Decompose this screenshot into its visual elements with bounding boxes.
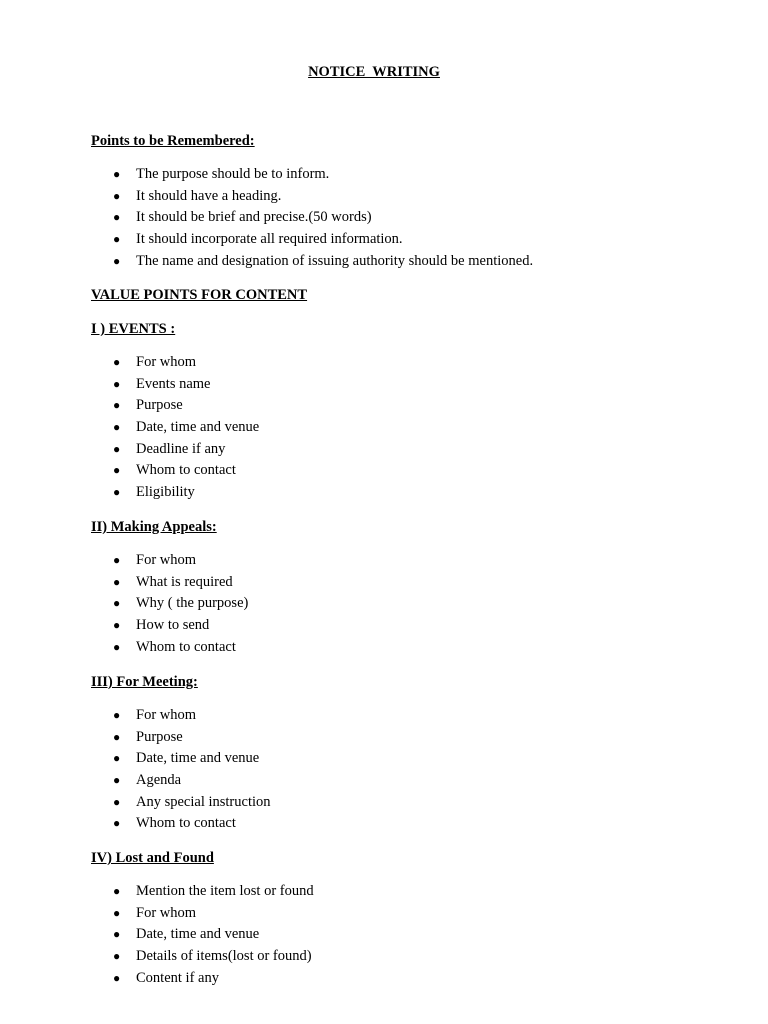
- bullet-icon: ●: [113, 553, 121, 567]
- bullet-icon: ●: [113, 188, 121, 203]
- bullet-icon: ●: [113, 355, 121, 369]
- bullet-icon: ●: [113, 253, 121, 268]
- bullet-icon: ●: [113, 729, 121, 744]
- bullet-icon: ●: [113, 905, 121, 920]
- meeting-heading: III) For Meeting:: [91, 674, 198, 690]
- bullet-icon: ●: [113, 949, 121, 964]
- bullet-icon: ●: [113, 884, 121, 898]
- document-page: NOTICE WRITING Points to be Remembered: ● The purpose should be to inform. ● It should have a heading. ● It should be brief and precise.(50 words) ● It should incorporate all required information. ● The name and designation of issuing authority should be mentioned. VALUE POINTS FOR CONTENT I ) EVENTS : ● For whom ● Events name ● Purpose ● Date, time and venue ● Deadline if any ● Whom to contact ● Eligibility II) Making Appeals: ● For whom ● What is required ● Why ( the purpose) ● How to send ● Whom to contact III) For Meeting: ● For whom ● Purpose ● Date, time and venue ● Agenda ● Any special instruction ● Whom to contact IV) Lost and Found ● Mention the item lost or found ● For whom ● Date, time and venue ● Details of items(lost or found) ● Content if any: [0, 0, 768, 1024]
- bullet-icon: ●: [113, 708, 121, 722]
- bullet-icon: ●: [113, 927, 121, 942]
- bullet-icon: ●: [113, 794, 121, 809]
- lost-found-heading: IV) Lost and Found: [91, 850, 214, 866]
- bullet-icon: ●: [113, 167, 121, 181]
- value-points-heading: VALUE POINTS FOR CONTENT: [91, 287, 308, 303]
- bullet-icon: ●: [113, 574, 121, 589]
- bullet-icon: ●: [113, 420, 121, 435]
- bullet-icon: ●: [113, 376, 121, 391]
- remember-heading: Points to be Remembered:: [91, 133, 255, 149]
- bullet-icon: ●: [113, 596, 121, 611]
- bullet-icon: ●: [113, 639, 121, 654]
- bullet-icon: ●: [113, 618, 121, 633]
- bullet-icon: ●: [113, 398, 121, 413]
- page-title: NOTICE WRITING: [308, 64, 440, 80]
- bullet-icon: ●: [113, 485, 121, 500]
- bullet-icon: ●: [113, 970, 121, 985]
- events-heading: I ) EVENTS :: [91, 321, 176, 337]
- bullet-icon: ●: [113, 751, 121, 766]
- bullet-icon: ●: [113, 463, 121, 478]
- appeals-heading: II) Making Appeals:: [91, 519, 217, 535]
- bullet-icon: ●: [113, 232, 121, 247]
- bullet-icon: ●: [113, 773, 121, 788]
- bullet-icon: ●: [113, 441, 121, 456]
- bullet-icon: ●: [113, 210, 121, 225]
- bullet-icon: ●: [113, 816, 121, 831]
